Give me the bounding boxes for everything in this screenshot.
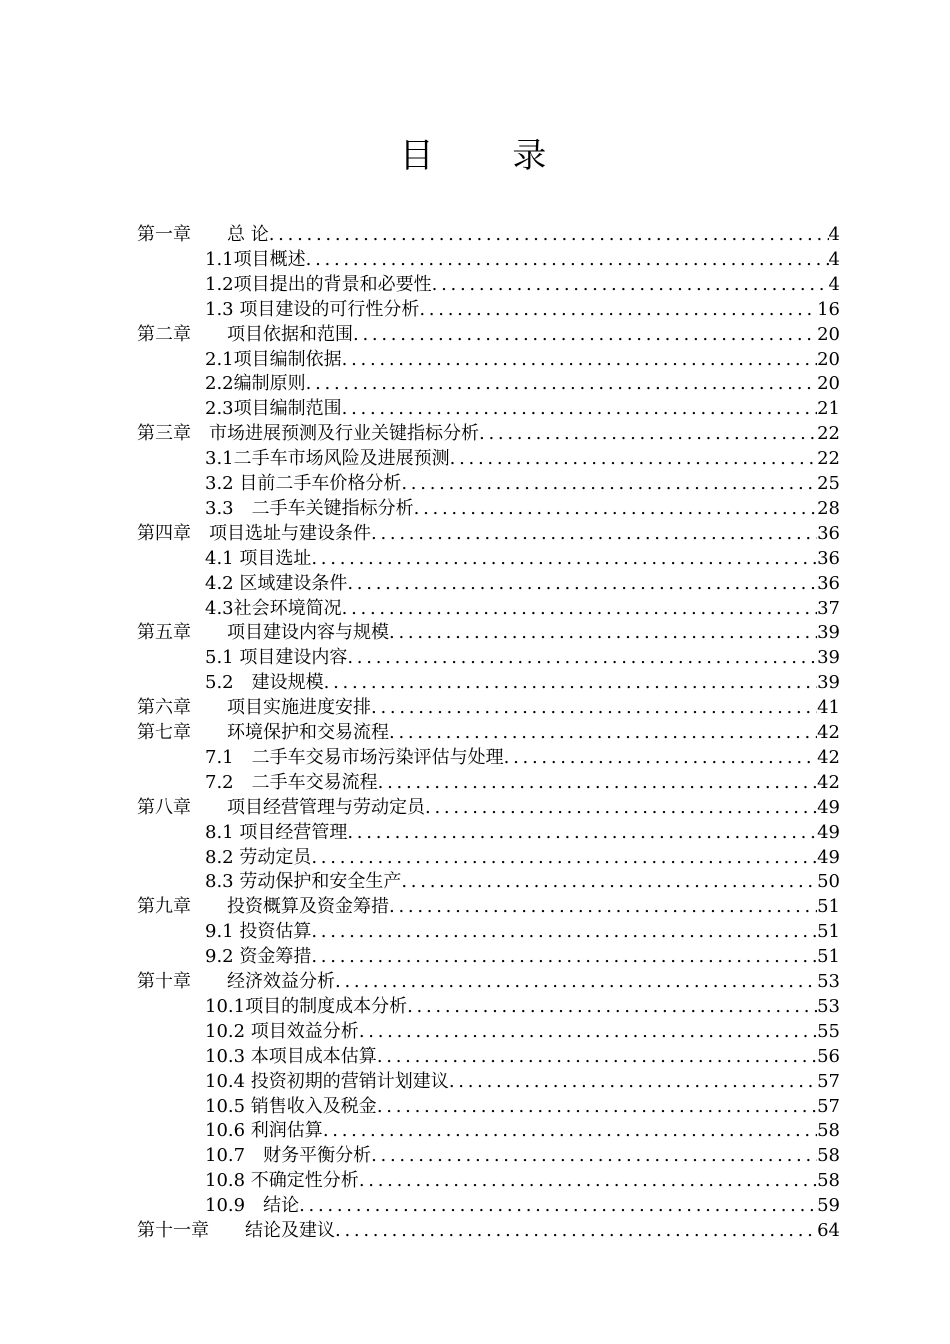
toc-page-number: 57	[817, 1070, 840, 1092]
toc-page-number: 53	[817, 971, 840, 992]
toc-entry-title: 第二章 项目依据和范围	[137, 323, 353, 345]
toc-page-number: 41	[817, 697, 840, 719]
toc-section-entry[interactable]	[205, 447, 840, 471]
toc-page-number: 53	[817, 995, 840, 1017]
toc-chapter-entry[interactable]	[137, 796, 840, 820]
toc-chapter-entry[interactable]	[137, 422, 840, 446]
toc-page-number: 25	[817, 473, 840, 494]
dot-leader	[347, 821, 817, 845]
toc-entry-title: 10.1项目的制度成本分析	[205, 995, 408, 1017]
toc-section-entry[interactable]	[205, 597, 840, 621]
toc-page-number: 4	[828, 224, 840, 245]
dot-leader	[347, 572, 817, 596]
toc-page-number: 20	[817, 373, 840, 395]
toc-section-entry[interactable]	[205, 1095, 840, 1119]
toc-entry-title: 第七章 环境保护和交易流程	[137, 722, 389, 743]
toc-entry-title: 5.2 建设规模	[205, 672, 324, 694]
toc-page-number: 59	[817, 1195, 840, 1217]
toc-entry-title: 第三章 市场进展预测及行业关键指标分析	[137, 423, 479, 445]
toc-chapter-entry[interactable]	[137, 522, 840, 546]
toc-chapter-entry[interactable]	[137, 323, 840, 347]
dot-leader	[311, 945, 817, 969]
toc-page-number: 55	[817, 1020, 840, 1042]
toc-page-number: 51	[817, 946, 840, 968]
dot-leader	[359, 1020, 817, 1044]
toc-page-number: 51	[817, 921, 840, 943]
toc-entry-title: 2.3项目编制范围	[205, 398, 342, 420]
toc-entry-title: 第一章 总 论	[137, 224, 269, 245]
toc-entry-title: 10.2 项目效益分析	[205, 1020, 359, 1042]
dot-leader	[450, 447, 817, 471]
toc-entry-title: 7.1 二手车交易市场污染评估与处理	[205, 746, 504, 768]
toc-section-entry[interactable]	[205, 995, 840, 1019]
dot-leader	[504, 746, 817, 770]
toc-entry-title: 9.1 投资估算	[205, 921, 312, 943]
dot-leader	[479, 422, 817, 446]
toc-entry-title: 10.5 销售收入及税金	[205, 1095, 377, 1117]
dot-leader	[371, 696, 817, 720]
toc-entry-title: 5.1 项目建设内容	[205, 647, 348, 669]
dot-leader	[323, 1119, 817, 1143]
toc-page-number: 58	[817, 1120, 840, 1142]
dot-leader	[306, 372, 817, 396]
toc-chapter-entry[interactable]	[137, 895, 840, 919]
toc-page-number: 21	[817, 398, 840, 420]
dot-leader	[378, 771, 817, 795]
toc-entry-title: 第十章 经济效益分析	[137, 971, 335, 992]
dot-leader	[371, 522, 817, 546]
toc-page-number: 42	[817, 771, 840, 793]
toc-section-entry[interactable]	[205, 1194, 840, 1218]
dot-leader	[432, 273, 829, 297]
toc-entry-title: 4.3社会环境简况	[205, 597, 342, 619]
toc-section-entry[interactable]	[205, 547, 840, 571]
toc-section-entry[interactable]	[205, 372, 840, 396]
toc-entry-title: 第四章 项目选址与建设条件	[137, 522, 371, 544]
toc-section-entry[interactable]	[205, 1070, 840, 1094]
toc-page-number: 22	[817, 448, 840, 470]
toc-entry-title: 第九章 投资概算及资金筹措	[137, 896, 389, 918]
toc-page-number: 58	[817, 1170, 840, 1192]
dot-leader	[306, 248, 829, 272]
dot-leader	[342, 397, 817, 421]
toc-chapter-entry[interactable]	[137, 696, 840, 720]
toc-page-number: 39	[817, 622, 840, 644]
dot-leader	[324, 671, 817, 695]
toc-section-entry[interactable]	[205, 1144, 840, 1168]
toc-page-number: 20	[817, 348, 840, 370]
toc-section-entry[interactable]	[205, 945, 840, 969]
toc-page-number: 4	[828, 248, 840, 270]
toc-page-number: 64	[817, 1220, 840, 1241]
toc-page-number: 57	[817, 1095, 840, 1117]
toc-section-entry[interactable]	[205, 771, 840, 795]
toc-section-entry[interactable]	[205, 846, 840, 870]
toc-entry-title: 第六章 项目实施进度安排	[137, 697, 371, 719]
dot-leader	[389, 721, 817, 745]
toc-page-number: 22	[817, 423, 840, 445]
toc-entry-title: 1.2项目提出的背景和必要性	[205, 273, 432, 295]
dot-leader	[311, 846, 817, 870]
toc-entry-title: 8.3 劳动保护和安全生产	[205, 871, 402, 893]
dot-leader	[414, 497, 817, 521]
toc-page-number: 50	[817, 871, 840, 893]
dot-leader	[335, 1219, 817, 1243]
toc-page-number: 28	[817, 497, 840, 519]
toc-page-number: 42	[817, 746, 840, 768]
toc-entry-title: 2.1项目编制依据	[205, 348, 342, 370]
toc-entry-title: 3.2 目前二手车价格分析	[205, 473, 402, 494]
toc-section-entry[interactable]	[205, 472, 840, 496]
toc-entry-title: 10.8 不确定性分析	[205, 1170, 359, 1192]
dot-leader	[353, 323, 817, 347]
toc-page-number: 51	[817, 896, 840, 918]
toc-entry-title: 4.1 项目选址	[205, 547, 312, 569]
toc-page-number: 16	[817, 298, 840, 320]
toc-section-entry[interactable]	[205, 821, 840, 845]
dot-leader	[269, 223, 829, 247]
toc-entry-title: 8.1 项目经营管理	[205, 821, 348, 843]
toc-entry-title: 1.3 项目建设的可行性分析	[205, 298, 420, 320]
toc-section-entry[interactable]	[205, 397, 840, 421]
toc-entry-title: 10.6 利润估算	[205, 1120, 323, 1142]
dot-leader	[401, 472, 817, 496]
toc-section-entry[interactable]	[205, 746, 840, 770]
toc-entry-title: 9.2 资金筹措	[205, 946, 312, 968]
toc-entry-title: 2.2编制原则	[205, 373, 306, 395]
toc-entry-title: 3.1二手车市场风险及进展预测	[205, 448, 450, 470]
toc-entry-title: 4.2 区域建设条件	[205, 572, 348, 594]
toc-section-entry[interactable]	[205, 273, 840, 297]
toc-page-number: 20	[817, 323, 840, 345]
toc-section-entry[interactable]	[205, 1045, 840, 1069]
toc-page-number: 58	[817, 1145, 840, 1167]
toc-chapter-entry[interactable]	[137, 721, 840, 745]
toc-section-entry[interactable]	[205, 920, 840, 944]
toc-section-entry[interactable]	[205, 248, 840, 272]
dot-leader	[311, 920, 817, 944]
toc-page-number: 36	[817, 522, 840, 544]
toc-section-entry[interactable]	[205, 646, 840, 670]
toc-page-number: 36	[817, 547, 840, 569]
dot-leader	[449, 1070, 817, 1094]
dot-leader	[342, 597, 817, 621]
toc-section-entry[interactable]	[205, 298, 840, 322]
toc-entry-title: 第十一章 结论及建议	[137, 1220, 335, 1241]
toc-entry-title: 7.2 二手车交易流程	[205, 771, 378, 793]
toc-page-number: 4	[828, 273, 840, 295]
toc-page-number: 56	[817, 1045, 840, 1067]
dot-leader	[389, 895, 817, 919]
toc-entry-title: 3.3 二手车关键指标分析	[205, 497, 414, 519]
toc-title: 目 录	[399, 136, 581, 176]
toc-section-entry[interactable]	[205, 671, 840, 695]
toc-page-number: 49	[817, 821, 840, 843]
toc-section-entry[interactable]	[205, 348, 840, 372]
toc-entry-title: 10.7 财务平衡分析	[205, 1145, 372, 1167]
toc-chapter-entry[interactable]	[137, 223, 840, 247]
dot-leader	[389, 621, 817, 645]
toc-chapter-entry[interactable]	[137, 970, 840, 994]
toc-section-entry[interactable]	[205, 572, 840, 596]
toc-page-number: 39	[817, 672, 840, 694]
toc-entry-title: 8.2 劳动定员	[205, 846, 312, 868]
dot-leader	[377, 1095, 817, 1119]
toc-entry-title: 10.4 投资初期的营销计划建议	[205, 1070, 449, 1092]
dot-leader	[407, 995, 817, 1019]
toc-chapter-entry[interactable]	[137, 1219, 840, 1243]
dot-leader	[377, 1045, 817, 1069]
dot-leader	[299, 1194, 817, 1218]
toc-page-number: 39	[817, 647, 840, 669]
dot-leader	[401, 870, 817, 894]
dot-leader	[419, 298, 817, 322]
dot-leader	[425, 796, 817, 820]
dot-leader	[347, 646, 817, 670]
toc-chapter-entry[interactable]	[137, 621, 840, 645]
toc-page-number: 49	[817, 796, 840, 818]
toc-section-entry[interactable]	[205, 1169, 840, 1193]
toc-section-entry[interactable]	[205, 497, 840, 521]
toc-page-number: 36	[817, 572, 840, 594]
toc-entry-title: 10.3 本项目成本估算	[205, 1045, 377, 1067]
toc-entry-title: 第八章 项目经营管理与劳动定员	[137, 796, 425, 818]
toc-page-number: 49	[817, 846, 840, 868]
toc-entry-title: 第五章 项目建设内容与规模	[137, 622, 389, 644]
dot-leader	[359, 1169, 817, 1193]
toc-section-entry[interactable]	[205, 870, 840, 894]
toc-entry-title: 1.1项目概述	[205, 248, 306, 270]
toc-page-number: 37	[817, 597, 840, 619]
dot-leader	[335, 970, 817, 994]
dot-leader	[311, 547, 817, 571]
dot-leader	[342, 348, 817, 372]
toc-page-number: 42	[817, 722, 840, 743]
toc-entry-title: 10.9 结论	[205, 1195, 300, 1217]
toc-section-entry[interactable]	[205, 1119, 840, 1143]
toc-section-entry[interactable]	[205, 1020, 840, 1044]
dot-leader	[371, 1144, 817, 1168]
